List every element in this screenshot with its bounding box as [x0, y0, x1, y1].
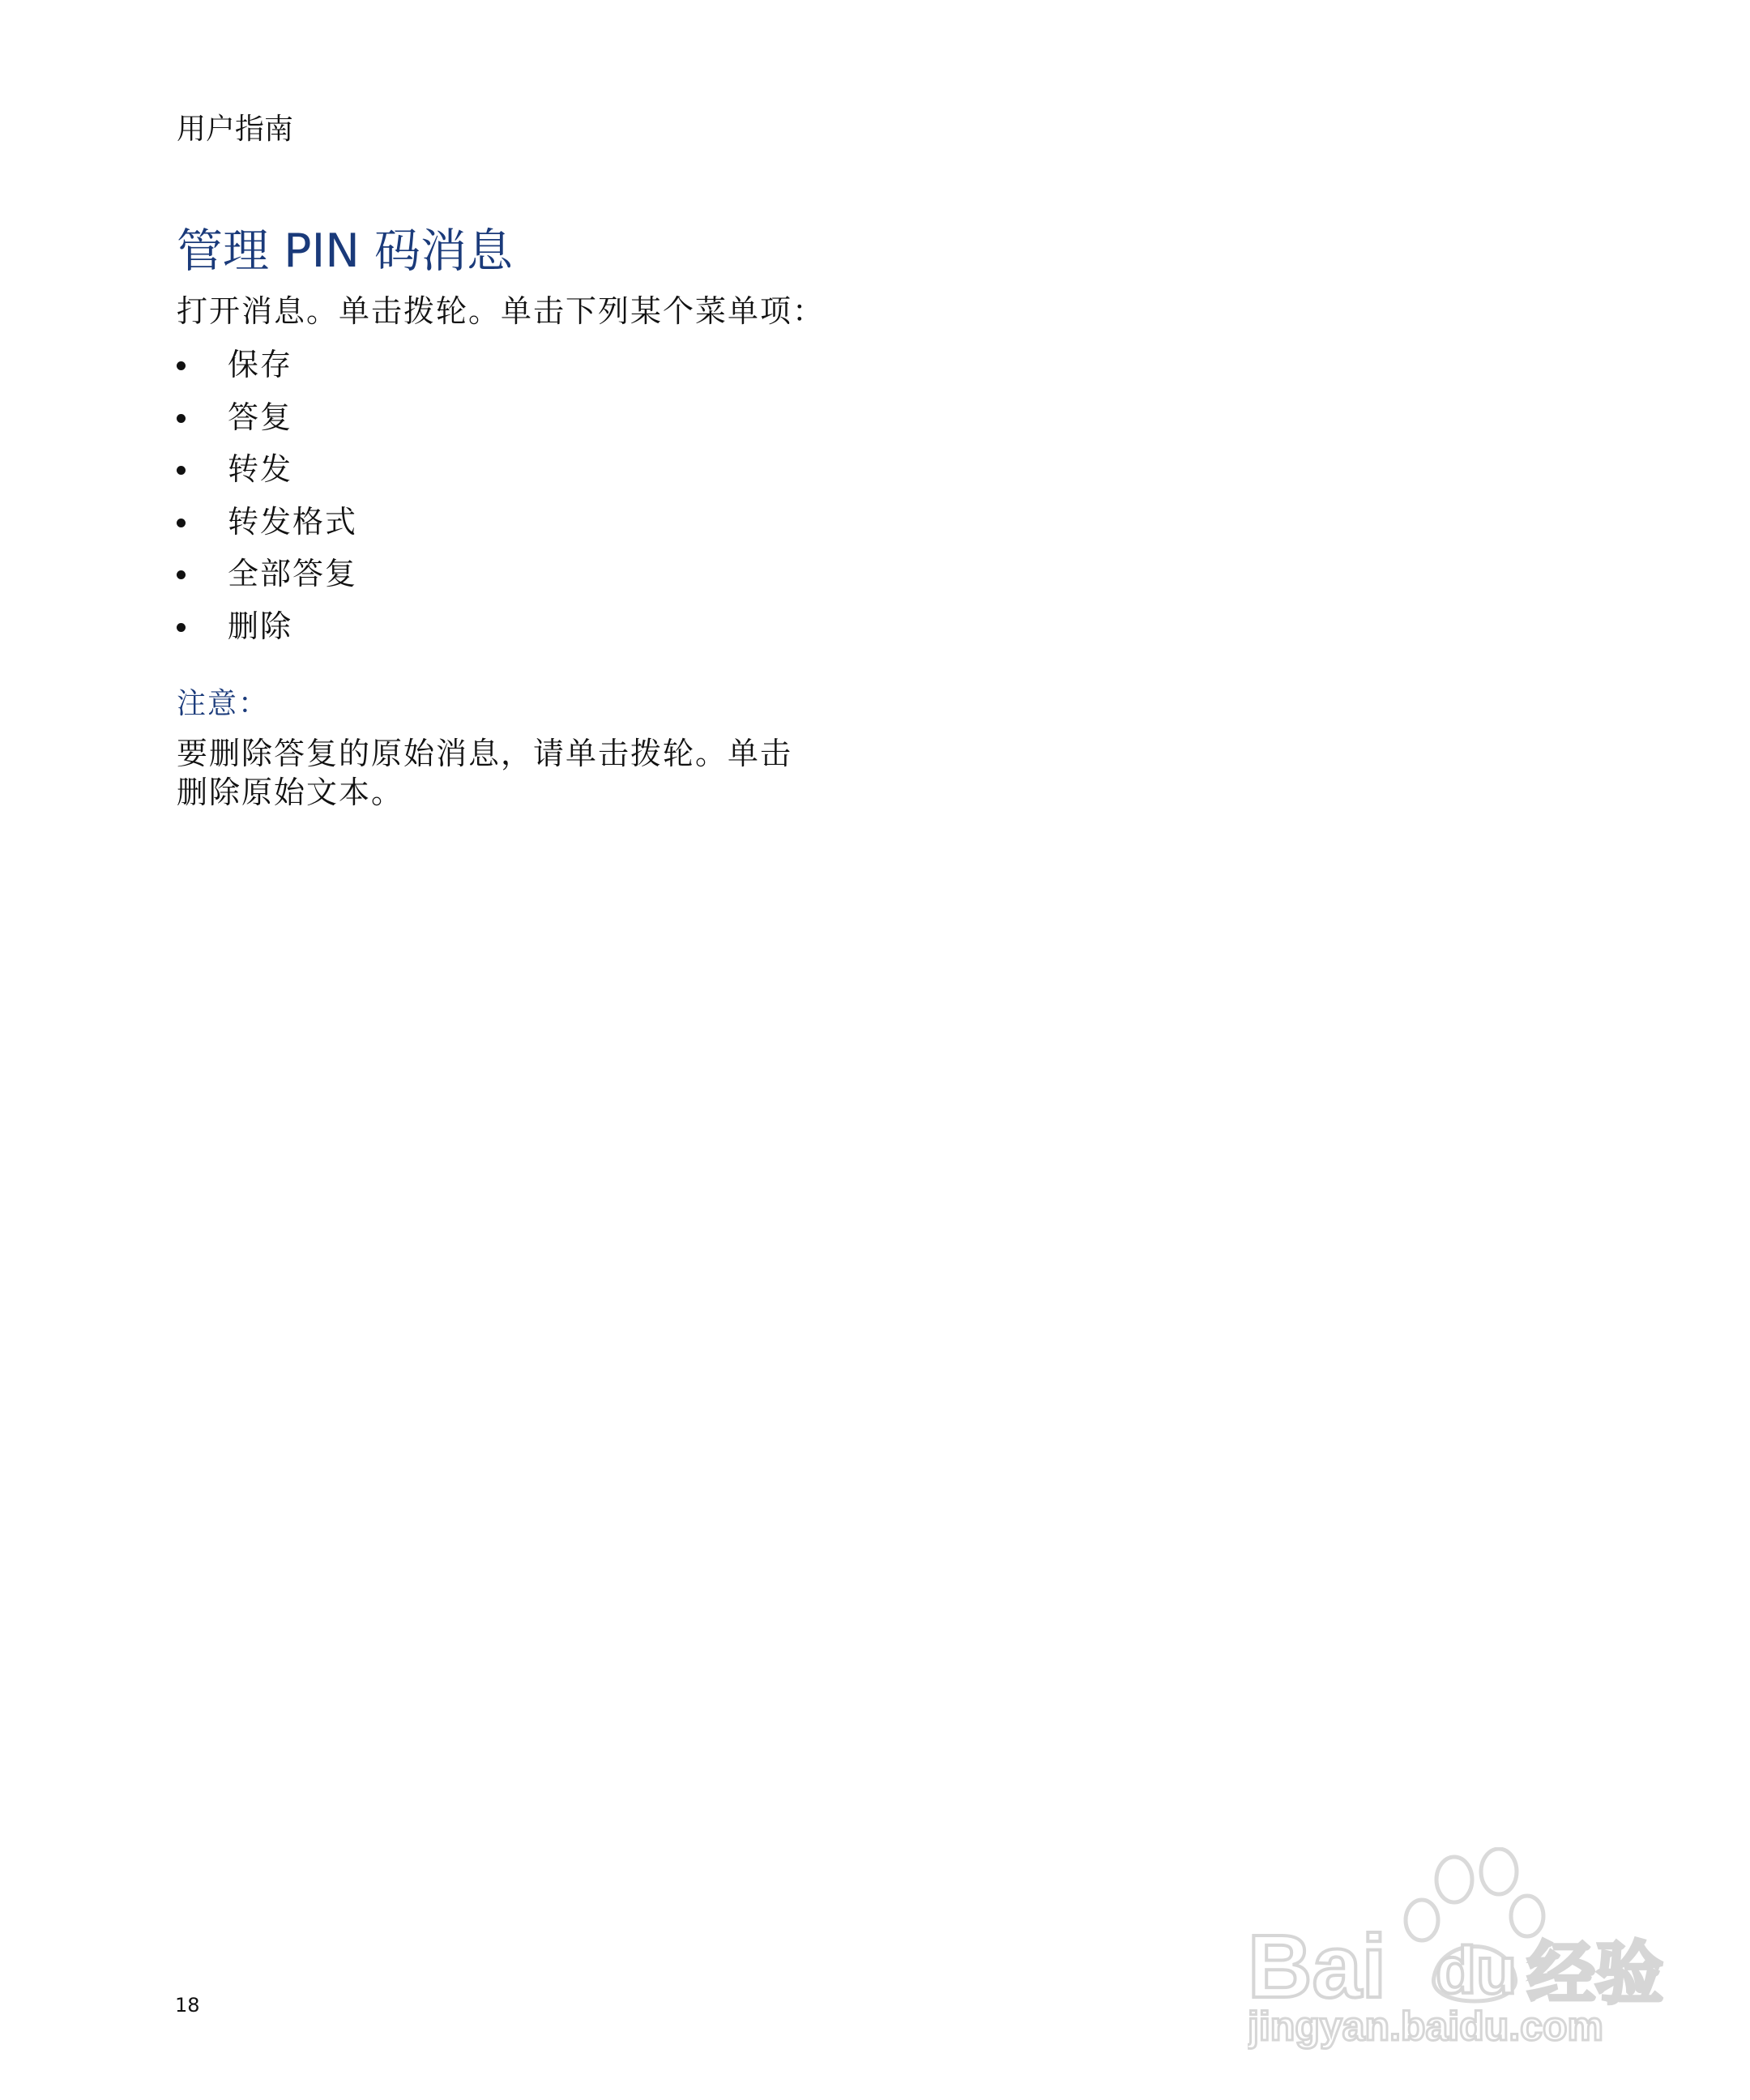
bullet-icon [177, 570, 186, 579]
running-header: 用户指南 [177, 113, 294, 146]
intro-text: 打开消息。单击拨轮。单击下列某个菜单项： [177, 293, 826, 329]
list-item [177, 554, 357, 607]
page-number: 18 [175, 1994, 200, 2017]
list-item [177, 607, 357, 659]
list-item-label: 转发 [228, 451, 293, 487]
note-text-line: 要删除答复的原始消息，请单击拨轮。单击 [177, 736, 793, 771]
list-item-label: 全部答复 [228, 556, 358, 591]
list-item [177, 450, 357, 502]
watermark-cn-text: 经验 [1527, 1936, 1664, 2012]
bullet-icon [177, 414, 186, 423]
list-item-label: 转发格式 [228, 503, 358, 540]
watermark-bai-text: Bai [1248, 1917, 1387, 2017]
list-item [177, 502, 357, 555]
bullet-icon [177, 466, 186, 475]
section-title: 管理 PIN 码消息 [177, 224, 514, 278]
note-text-line: 删除原始文本。 [177, 775, 404, 810]
list-item-label: 删除 [228, 608, 293, 644]
bullet-icon [177, 361, 186, 370]
bullet-icon [177, 519, 186, 527]
list-item-label: 保存 [228, 347, 293, 382]
list-item [177, 345, 357, 398]
list-item-label: 答复 [228, 399, 293, 435]
watermark-url-text: jingyan.baidu.com [1248, 2004, 1603, 2049]
bullet-icon [177, 623, 186, 632]
baidu-jingyan-watermark-logo [1248, 1847, 1669, 2050]
watermark-du-text: du [1436, 1934, 1517, 2008]
menu-item-list [177, 345, 357, 659]
note-label: 注意： [177, 687, 270, 720]
note-text [177, 734, 825, 812]
list-item [177, 398, 357, 450]
